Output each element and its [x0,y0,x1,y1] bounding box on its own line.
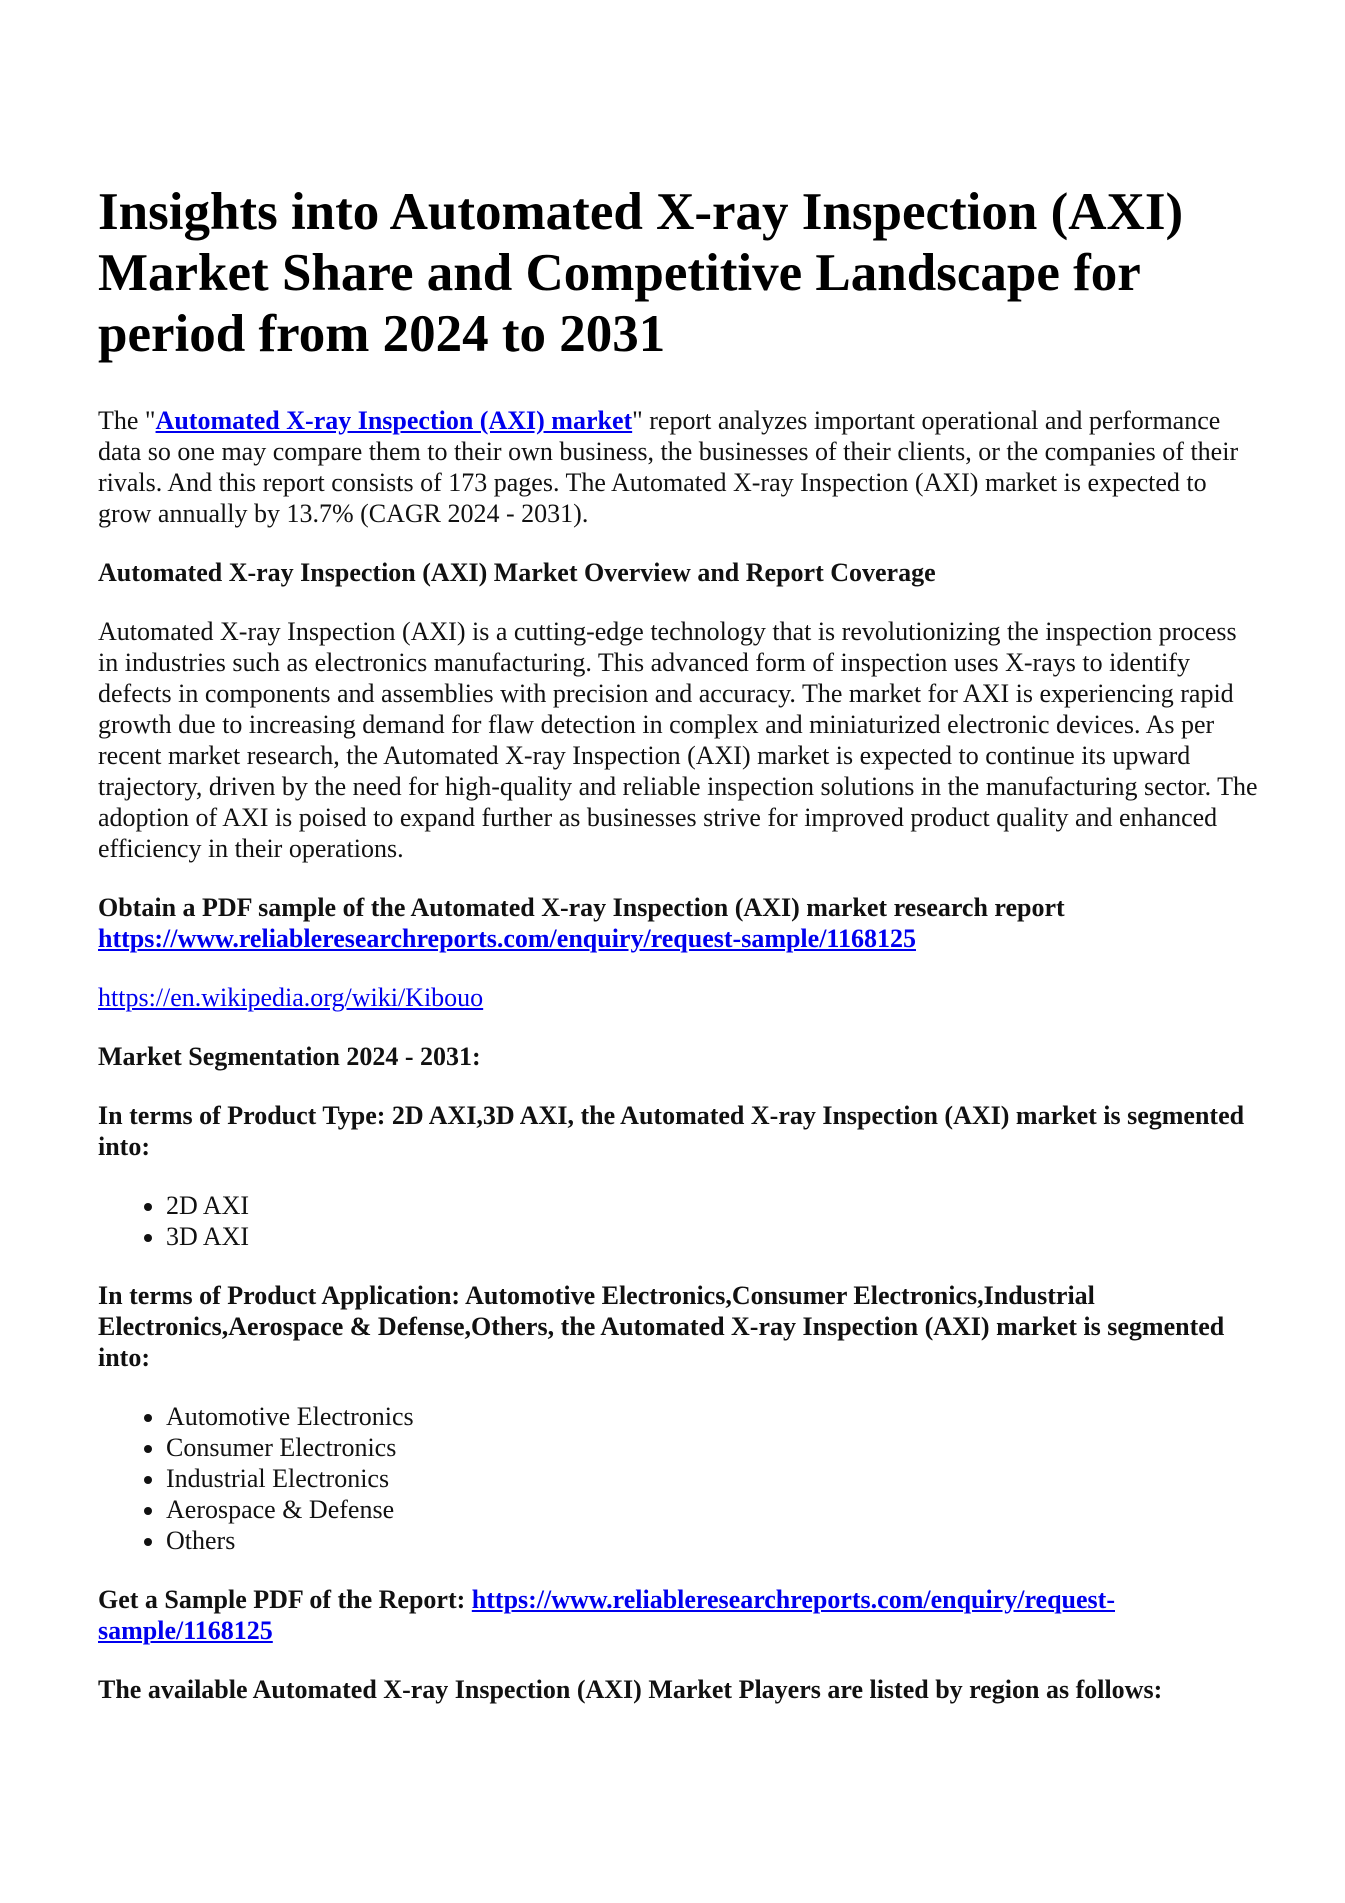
sample-paragraph [98,892,1258,954]
list-item: • Aerospace & Defense [166,1494,1258,1525]
sample2-text: Get a Sample PDF of the Report: [98,1585,472,1614]
market-report-link[interactable]: Automated X-ray Inspection (AXI) market [155,406,633,435]
sample-link[interactable]: https://www.reliableresearchreports.com/enquiry/request-sample/1168125 [98,924,916,953]
list-item: • Automotive Electronics [166,1401,1258,1432]
sample2-link[interactable]: https://www.reliableresearchreports.com/enquiry/request-sample/1168125 [98,1585,1115,1645]
application-heading: In terms of Product Application: Automotive Electronics,Consumer Electronics,Industrial Electronics,Aerospace & Defense,Others, the Automated X-ray Inspection (AXI) market is segmented into: [98,1281,1225,1372]
segmentation-heading: Market Segmentation 2024 - 2031: [98,1042,481,1071]
list-item: • Others [166,1525,1258,1556]
list-item: • 2D AXI [166,1190,1258,1221]
product-type-heading: In terms of Product Type: 2D AXI,3D AXI, the Automated X-ray Inspection (AXI) market is segmented into: [98,1101,1245,1161]
sample-text: Obtain a PDF sample of the Automated X-ray Inspection (AXI) market research report [98,893,1065,922]
document-page [98,182,1258,1733]
list-item: • Consumer Electronics [166,1432,1258,1463]
list-item: • Industrial Electronics [166,1463,1258,1494]
application-list [98,1401,1258,1556]
list-item: • 3D AXI [166,1221,1258,1252]
intro-suffix: " report analyzes important operational and performance data so one may compare them to their own business, the businesses of their clients, or the companies of their rivals. And this report consists of 173 pages. The Automated X-ray Inspection (AXI) market is expected to grow annually by 13.7% (CAGR 2024 - 2031). [98,406,1239,528]
overview-body: Automated X-ray Inspection (AXI) is a cutting-edge technology that is revolutionizing the inspection process in industries such as electronics manufacturing. This advanced form of inspection uses X-rays to identify defects in components and assemblies with precision and accuracy. The market for AXI is experiencing rapid growth due to increasing demand for flaw detection in complex and miniaturized electronic devices. As per recent market research, the Automated X-ray Inspection (AXI) market is expected to continue its upward trajectory, driven by the need for high-quality and reliable inspection solutions in the manufacturing sector. The adoption of AXI is poised to expand further as businesses strive for improved product quality and enhanced efficiency in their operations. [98,617,1258,863]
players-heading: The available Automated X-ray Inspection (AXI) Market Players are listed by region as follows: [98,1675,1163,1704]
wiki-paragraph [98,982,1258,1013]
intro-paragraph [98,405,1258,529]
intro-prefix: The " [98,406,156,435]
wiki-link[interactable]: https://en.wikipedia.org/wiki/Kibouo [98,983,484,1012]
overview-heading: Automated X-ray Inspection (AXI) Market Overview and Report Coverage [98,558,936,587]
sample2-paragraph [98,1584,1258,1646]
product-type-list [98,1190,1258,1252]
page-title: Insights into Automated X-ray Inspection (AXI) Market Share and Competitive Landscape for period from 2024 to 2031 [98,183,1184,363]
